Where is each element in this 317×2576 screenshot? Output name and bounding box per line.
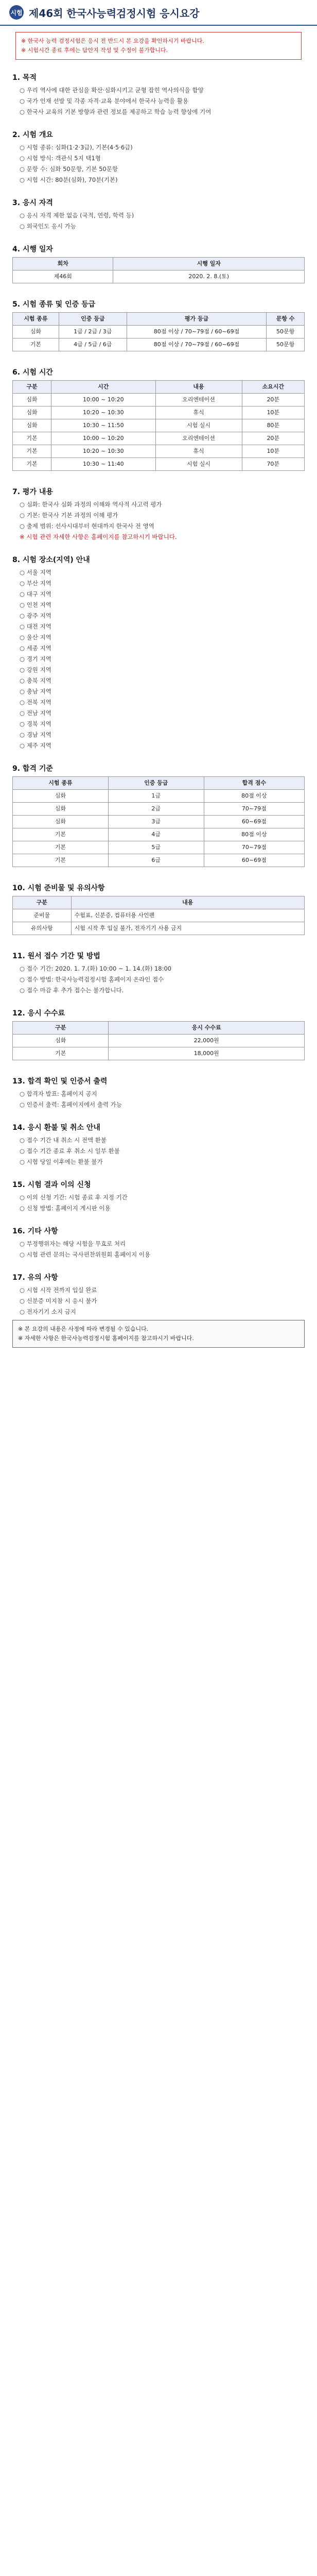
paragraph: ○ 시험 시작 전까지 입실 완료 bbox=[20, 1286, 97, 1294]
table-cell: 심화 bbox=[13, 790, 109, 803]
table-header: 시간 bbox=[51, 381, 155, 394]
paragraph: ○ 우리 역사에 대한 관심을 확산·심화시키고 균형 잡힌 역사의식을 함양 bbox=[20, 87, 204, 94]
table-row bbox=[13, 445, 305, 458]
table-cell: 심화 bbox=[13, 1035, 109, 1047]
table-cell: 기본 bbox=[13, 432, 51, 445]
table-cell: 심화 bbox=[13, 816, 109, 828]
table-cell: 1급 bbox=[108, 790, 204, 803]
table-cell: 기본 bbox=[13, 445, 51, 458]
section-refund bbox=[0, 1113, 317, 1170]
section-title: 9. 합격 기준 bbox=[12, 765, 53, 773]
table-cell: 70~79점 bbox=[204, 841, 304, 854]
table-cell: 10:20 ~ 10:30 bbox=[51, 445, 155, 458]
table-row bbox=[13, 458, 305, 471]
schedule-table bbox=[12, 257, 305, 283]
table-cell: 10:20 ~ 10:30 bbox=[51, 406, 155, 419]
section-overview bbox=[0, 120, 317, 188]
paragraph: ○ 시험 당일 이후에는 환불 불가 bbox=[20, 1158, 103, 1165]
footer-notice-line: ※ 본 요강의 내용은 사정에 따라 변경될 수 있습니다. bbox=[18, 1326, 149, 1332]
table-row bbox=[13, 854, 305, 867]
paragraph: ○ 심화: 한국사 심화 과정의 이해와 역사적 사고력 평가 bbox=[20, 501, 162, 508]
table-header: 회차 bbox=[13, 258, 113, 270]
paragraph: ○ 접수 기간 종료 후 취소 시 일부 환불 bbox=[20, 1147, 120, 1155]
logo-icon: 시험 bbox=[9, 5, 24, 20]
paragraph: ○ 한국사 교육의 기본 방향과 관련 정보를 제공하고 학습 능력 향상에 기여 bbox=[20, 108, 212, 115]
table-cell: 준비물 bbox=[13, 909, 72, 922]
list-item: ○ 제주 지역 bbox=[20, 742, 51, 749]
table-header: 응시 수수료 bbox=[109, 1022, 305, 1035]
table-header: 시행 일자 bbox=[113, 258, 305, 270]
paragraph: ○ 기본: 한국사 기본 과정의 이해 평가 bbox=[20, 512, 118, 519]
section-grades bbox=[0, 290, 317, 358]
notice-line: ※ 시험시간 종료 후에는 답안지 작성 및 수정이 불가합니다. bbox=[21, 47, 168, 54]
section-content bbox=[0, 477, 317, 545]
table-row bbox=[13, 419, 305, 432]
list-item: ○ 서울 지역 bbox=[20, 569, 51, 576]
table-cell: 3급 bbox=[108, 816, 204, 828]
table-cell: 10분 bbox=[242, 445, 304, 458]
table-header: 구분 bbox=[13, 896, 72, 909]
table-row bbox=[13, 790, 305, 803]
paragraph: ○ 이의 신청 기간: 시험 종료 후 지정 기간 bbox=[20, 1194, 128, 1201]
table-cell: 시험 실시 bbox=[155, 419, 242, 432]
list-item: ○ 전남 지역 bbox=[20, 709, 51, 717]
paragraph: ○ 전자기기 소지 금지 bbox=[20, 1308, 76, 1315]
section-locations bbox=[0, 545, 317, 754]
section-other bbox=[0, 1216, 317, 1263]
section-schedule bbox=[0, 234, 317, 290]
table-cell: 80분 bbox=[242, 419, 304, 432]
section-results bbox=[0, 1066, 317, 1113]
table-cell: 10:00 ~ 10:20 bbox=[51, 394, 155, 406]
page-header bbox=[0, 0, 317, 26]
list-item: ○ 대전 지역 bbox=[20, 623, 51, 630]
notice-box bbox=[15, 32, 302, 60]
section-title: 2. 시험 개요 bbox=[12, 131, 53, 139]
section-appeal bbox=[0, 1170, 317, 1216]
section-title: 6. 시험 시간 bbox=[12, 368, 53, 377]
paragraph: ○ 출제 범위: 선사시대부터 현대까지 한국사 전 영역 bbox=[20, 522, 154, 530]
table-row bbox=[13, 909, 305, 922]
table-cell: 시험 시작 후 입실 불가, 전자기기 사용 금지 bbox=[71, 922, 304, 935]
table-cell: 기본 bbox=[13, 841, 109, 854]
table-header: 내용 bbox=[155, 381, 242, 394]
section-title: 7. 평가 내용 bbox=[12, 488, 53, 496]
section-title: 1. 목적 bbox=[12, 74, 37, 82]
table-cell: 80점 이상 bbox=[204, 790, 304, 803]
paragraph: ○ 접수 기간 내 취소 시 전액 환불 bbox=[20, 1137, 107, 1144]
table-row bbox=[13, 922, 305, 935]
table-cell: 유의사항 bbox=[13, 922, 72, 935]
section-cautions bbox=[0, 1263, 317, 1355]
table-cell: 70분 bbox=[242, 458, 304, 471]
table-cell: 10분 bbox=[242, 406, 304, 419]
table-cell: 심화 bbox=[13, 406, 51, 419]
table-cell: 10:00 ~ 10:20 bbox=[51, 432, 155, 445]
table-row bbox=[13, 270, 305, 283]
table-cell: 50문항 bbox=[267, 338, 305, 351]
paragraph: ○ 문항 수: 심화 50문항, 기본 50문항 bbox=[20, 165, 118, 173]
fee-table bbox=[12, 1021, 305, 1060]
table-cell: 심화 bbox=[13, 326, 59, 338]
table-row bbox=[13, 816, 305, 828]
red-note: ※ 시험 관련 자세한 사항은 홈페이지를 참고하시기 바랍니다. bbox=[20, 533, 177, 540]
section-title: 14. 응시 환불 및 취소 안내 bbox=[12, 1124, 100, 1132]
section-title: 16. 기타 사항 bbox=[12, 1227, 58, 1235]
table-cell: 70~79점 bbox=[204, 803, 304, 816]
table-cell: 4급 / 5급 / 6급 bbox=[59, 338, 127, 351]
table-header: 인증 등급 bbox=[108, 777, 204, 790]
paragraph: ○ 접수 마감 후 추가 접수는 불가합니다. bbox=[20, 987, 124, 994]
page-title: 제46회 한국사능력검정시험 응시요강 bbox=[29, 7, 200, 20]
section-title: 10. 시험 준비물 및 유의사항 bbox=[12, 884, 105, 892]
paragraph: ○ 시험 방식: 객관식 5지 택1형 bbox=[20, 155, 101, 162]
table-cell: 80점 이상 bbox=[204, 828, 304, 841]
paragraph: ○ 응시 자격 제한 없음 (국적, 연령, 학력 등) bbox=[20, 212, 134, 219]
section-title: 11. 원서 접수 기간 및 방법 bbox=[12, 952, 100, 960]
table-cell: 10:30 ~ 11:50 bbox=[51, 419, 155, 432]
table-header: 내용 bbox=[71, 896, 304, 909]
footer-notice-box bbox=[12, 1320, 305, 1348]
table-row bbox=[13, 432, 305, 445]
paragraph: ○ 접수 방법: 한국사능력검정시험 홈페이지 온라인 접수 bbox=[20, 976, 164, 983]
section-title: 17. 유의 사항 bbox=[12, 1274, 58, 1282]
table-cell: 심화 bbox=[13, 394, 51, 406]
table-cell: 10:30 ~ 11:40 bbox=[51, 458, 155, 471]
prep-table bbox=[12, 896, 305, 935]
paragraph: ○ 외국인도 응시 가능 bbox=[20, 223, 76, 230]
list-item: ○ 경북 지역 bbox=[20, 720, 51, 727]
pass-table bbox=[12, 776, 305, 867]
list-item: ○ 부산 지역 bbox=[20, 580, 51, 587]
section-eligibility bbox=[0, 188, 317, 234]
table-cell: 22,000원 bbox=[109, 1035, 305, 1047]
section-title: 8. 시험 장소(지역) 안내 bbox=[12, 556, 90, 564]
table-cell: 18,000원 bbox=[109, 1047, 305, 1060]
paragraph: ○ 합격자 발표: 홈페이지 공지 bbox=[20, 1090, 97, 1097]
table-cell: 50문항 bbox=[267, 326, 305, 338]
table-row bbox=[13, 338, 305, 351]
section-prep bbox=[0, 873, 317, 941]
table-header: 구분 bbox=[13, 1022, 109, 1035]
list-item: ○ 강원 지역 bbox=[20, 666, 51, 673]
table-row bbox=[13, 803, 305, 816]
table-row bbox=[13, 828, 305, 841]
section-pass bbox=[0, 754, 317, 873]
table-cell: 기본 bbox=[13, 338, 59, 351]
table-cell: 60~69점 bbox=[204, 816, 304, 828]
table-header: 인증 등급 bbox=[59, 313, 127, 326]
table-row bbox=[13, 394, 305, 406]
table-cell: 시험 실시 bbox=[155, 458, 242, 471]
section-title: 5. 시험 종류 및 인증 등급 bbox=[12, 300, 96, 309]
list-item: ○ 충남 지역 bbox=[20, 688, 51, 695]
list-item: ○ 광주 지역 bbox=[20, 612, 51, 619]
paragraph: ○ 시험 종류: 심화(1·2·3급), 기본(4·5·6급) bbox=[20, 144, 133, 151]
list-item: ○ 경남 지역 bbox=[20, 731, 51, 738]
table-cell: 2020. 2. 8.(토) bbox=[113, 270, 305, 283]
table-row bbox=[13, 1035, 305, 1047]
table-cell: 기본 bbox=[13, 854, 109, 867]
section-fee bbox=[0, 998, 317, 1066]
section-application bbox=[0, 941, 317, 998]
table-cell: 심화 bbox=[13, 419, 51, 432]
table-cell: 20분 bbox=[242, 394, 304, 406]
paragraph: ○ 부정행위자는 해당 시험을 무효로 처리 bbox=[20, 1240, 126, 1247]
table-header: 시험 종류 bbox=[13, 313, 59, 326]
table-cell: 80점 이상 / 70~79점 / 60~69점 bbox=[127, 326, 266, 338]
paragraph: ○ 국가 인재 선발 및 각종 자격·교육 분야에서 한국사 능력을 활용 bbox=[20, 97, 188, 105]
list-item: ○ 세종 지역 bbox=[20, 645, 51, 652]
section-times bbox=[0, 358, 317, 477]
paragraph: ○ 접수 기간: 2020. 1. 7.(화) 10:00 ~ 1. 14.(화) 18:00 bbox=[20, 965, 172, 972]
table-cell: 5급 bbox=[108, 841, 204, 854]
list-item: ○ 경기 지역 bbox=[20, 655, 51, 663]
grades-table bbox=[12, 312, 305, 351]
table-cell: 기본 bbox=[13, 458, 51, 471]
section-title: 4. 시행 일자 bbox=[12, 245, 53, 253]
table-header: 문항 수 bbox=[267, 313, 305, 326]
table-header: 합격 점수 bbox=[204, 777, 304, 790]
table-header: 소요시간 bbox=[242, 381, 304, 394]
times-table bbox=[12, 380, 305, 471]
table-cell: 2급 bbox=[108, 803, 204, 816]
section-title: 12. 응시 수수료 bbox=[12, 1009, 65, 1018]
table-cell: 4급 bbox=[108, 828, 204, 841]
section-title: 3. 응시 자격 bbox=[12, 199, 53, 207]
list-item: ○ 전북 지역 bbox=[20, 699, 51, 706]
paragraph: ○ 시험 관련 문의는 국사편찬위원회 홈페이지 이용 bbox=[20, 1251, 151, 1258]
section-title: 15. 시험 결과 이의 신청 bbox=[12, 1181, 91, 1189]
table-cell: 휴식 bbox=[155, 445, 242, 458]
list-item: ○ 대구 지역 bbox=[20, 590, 51, 598]
table-cell: 오리엔테이션 bbox=[155, 432, 242, 445]
table-cell: 제46회 bbox=[13, 270, 113, 283]
table-header: 구분 bbox=[13, 381, 51, 394]
table-cell: 1급 / 2급 / 3급 bbox=[59, 326, 127, 338]
table-cell: 휴식 bbox=[155, 406, 242, 419]
paragraph: ○ 신청 방법: 홈페이지 게시판 이용 bbox=[20, 1205, 111, 1212]
table-cell: 20분 bbox=[242, 432, 304, 445]
paragraph: ○ 인증서 출력: 홈페이지에서 출력 가능 bbox=[20, 1101, 122, 1108]
table-cell: 기본 bbox=[13, 828, 109, 841]
table-row bbox=[13, 326, 305, 338]
table-cell: 기본 bbox=[13, 1047, 109, 1060]
list-item: ○ 인천 지역 bbox=[20, 601, 51, 608]
table-header: 평가 등급 bbox=[127, 313, 266, 326]
table-cell: 오리엔테이션 bbox=[155, 394, 242, 406]
table-cell: 심화 bbox=[13, 803, 109, 816]
paragraph: ○ 시험 시간: 80분(심화), 70분(기본) bbox=[20, 176, 118, 183]
footer-notice-line: ※ 자세한 사항은 한국사능력검정시험 홈페이지를 참고하시기 바랍니다. bbox=[18, 1335, 194, 1342]
paragraph: ○ 신분증 미지참 시 응시 불가 bbox=[20, 1297, 97, 1304]
table-cell: 수험표, 신분증, 컴퓨터용 사인펜 bbox=[71, 909, 304, 922]
list-item: ○ 울산 지역 bbox=[20, 634, 51, 641]
section-title: 13. 합격 확인 및 인증서 출력 bbox=[12, 1077, 108, 1086]
notice-line: ※ 한국사 능력 검정시험은 응시 전 반드시 본 요강을 확인하시기 바랍니다. bbox=[21, 38, 204, 44]
table-cell: 6급 bbox=[108, 854, 204, 867]
list-item: ○ 충북 지역 bbox=[20, 677, 51, 684]
table-row bbox=[13, 406, 305, 419]
section-purpose bbox=[0, 63, 317, 120]
table-cell: 80점 이상 / 70~79점 / 60~69점 bbox=[127, 338, 266, 351]
table-cell: 60~69점 bbox=[204, 854, 304, 867]
table-row bbox=[13, 1047, 305, 1060]
table-row bbox=[13, 841, 305, 854]
table-header: 시험 종류 bbox=[13, 777, 109, 790]
